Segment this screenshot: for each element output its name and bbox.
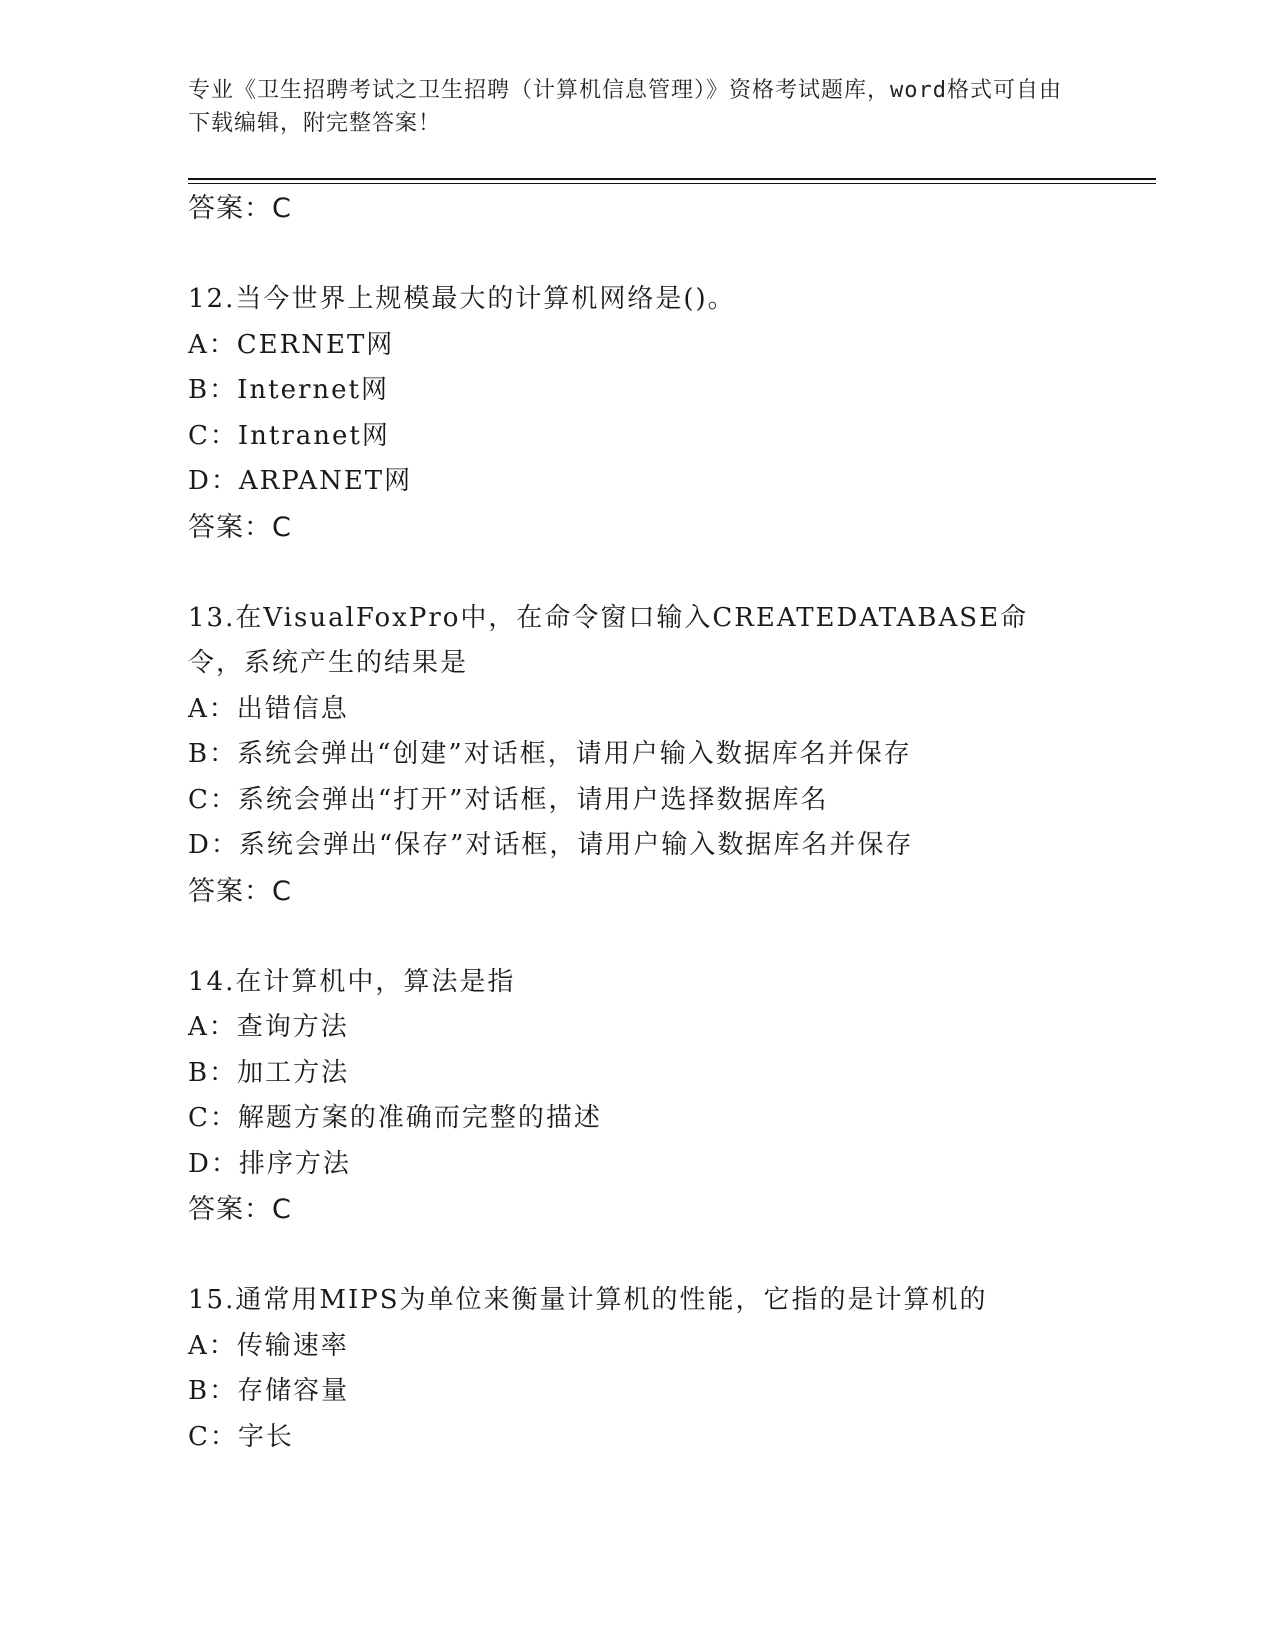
option-c: C：系统会弹出“打开”对话框，请用户选择数据库名 (188, 784, 829, 815)
question-stem: 14.在计算机中，算法是指 (188, 966, 516, 997)
spacer (188, 1233, 1088, 1279)
option-a: A：查询方法 (188, 1012, 349, 1042)
option-d: D：ARPANET网 (188, 466, 413, 496)
question-13 (188, 596, 1088, 915)
document-header: 专业《卫生招聘考试之卫生招聘（计算机信息管理）》资格考试题库，word格式可自由下载编辑，附完整答案！ (188, 78, 1062, 136)
question-14 (188, 960, 1088, 1233)
option-b: B：存储容量 (188, 1376, 350, 1406)
previous-answer: 答案：C (188, 193, 292, 224)
option-c: C：解题方案的准确而完整的描述 (188, 1103, 602, 1133)
answer: 答案：C (188, 511, 292, 543)
spacer (188, 914, 1088, 960)
spacer (188, 232, 1088, 278)
question-15 (188, 1278, 1088, 1460)
question-stem: 12.当今世界上规模最大的计算机网络是()。 (188, 284, 736, 314)
option-a: A：传输速率 (188, 1330, 349, 1361)
spacer (188, 550, 1088, 596)
option-a: A：CERNET网 (188, 329, 395, 360)
option-b: B：系统会弹出“创建”对话框，请用户输入数据库名并保存 (188, 739, 912, 769)
option-b: B：Internet网 (188, 375, 389, 405)
option-c: C：Intranet网 (188, 420, 390, 451)
question-stem: 15.通常用MIPS为单位来衡量计算机的性能，它指的是计算机的 (188, 1285, 988, 1315)
question-12 (188, 277, 1088, 550)
answer: 答案：C (188, 1194, 292, 1225)
question-stem: 13.在VisualFoxPro中，在命令窗口输入CREATEDATABASE命令，系统产生的结果是 (188, 602, 1029, 678)
answer: 答案：C (188, 875, 292, 907)
question-list (188, 186, 1088, 1460)
option-b: B：加工方法 (188, 1057, 350, 1088)
option-c: C：字长 (188, 1421, 294, 1452)
option-d: D：系统会弹出“保存”对话框，请用户输入数据库名并保存 (188, 830, 914, 860)
header-divider (188, 178, 1156, 184)
option-a: A：出错信息 (188, 693, 349, 724)
option-d: D：排序方法 (188, 1148, 351, 1179)
